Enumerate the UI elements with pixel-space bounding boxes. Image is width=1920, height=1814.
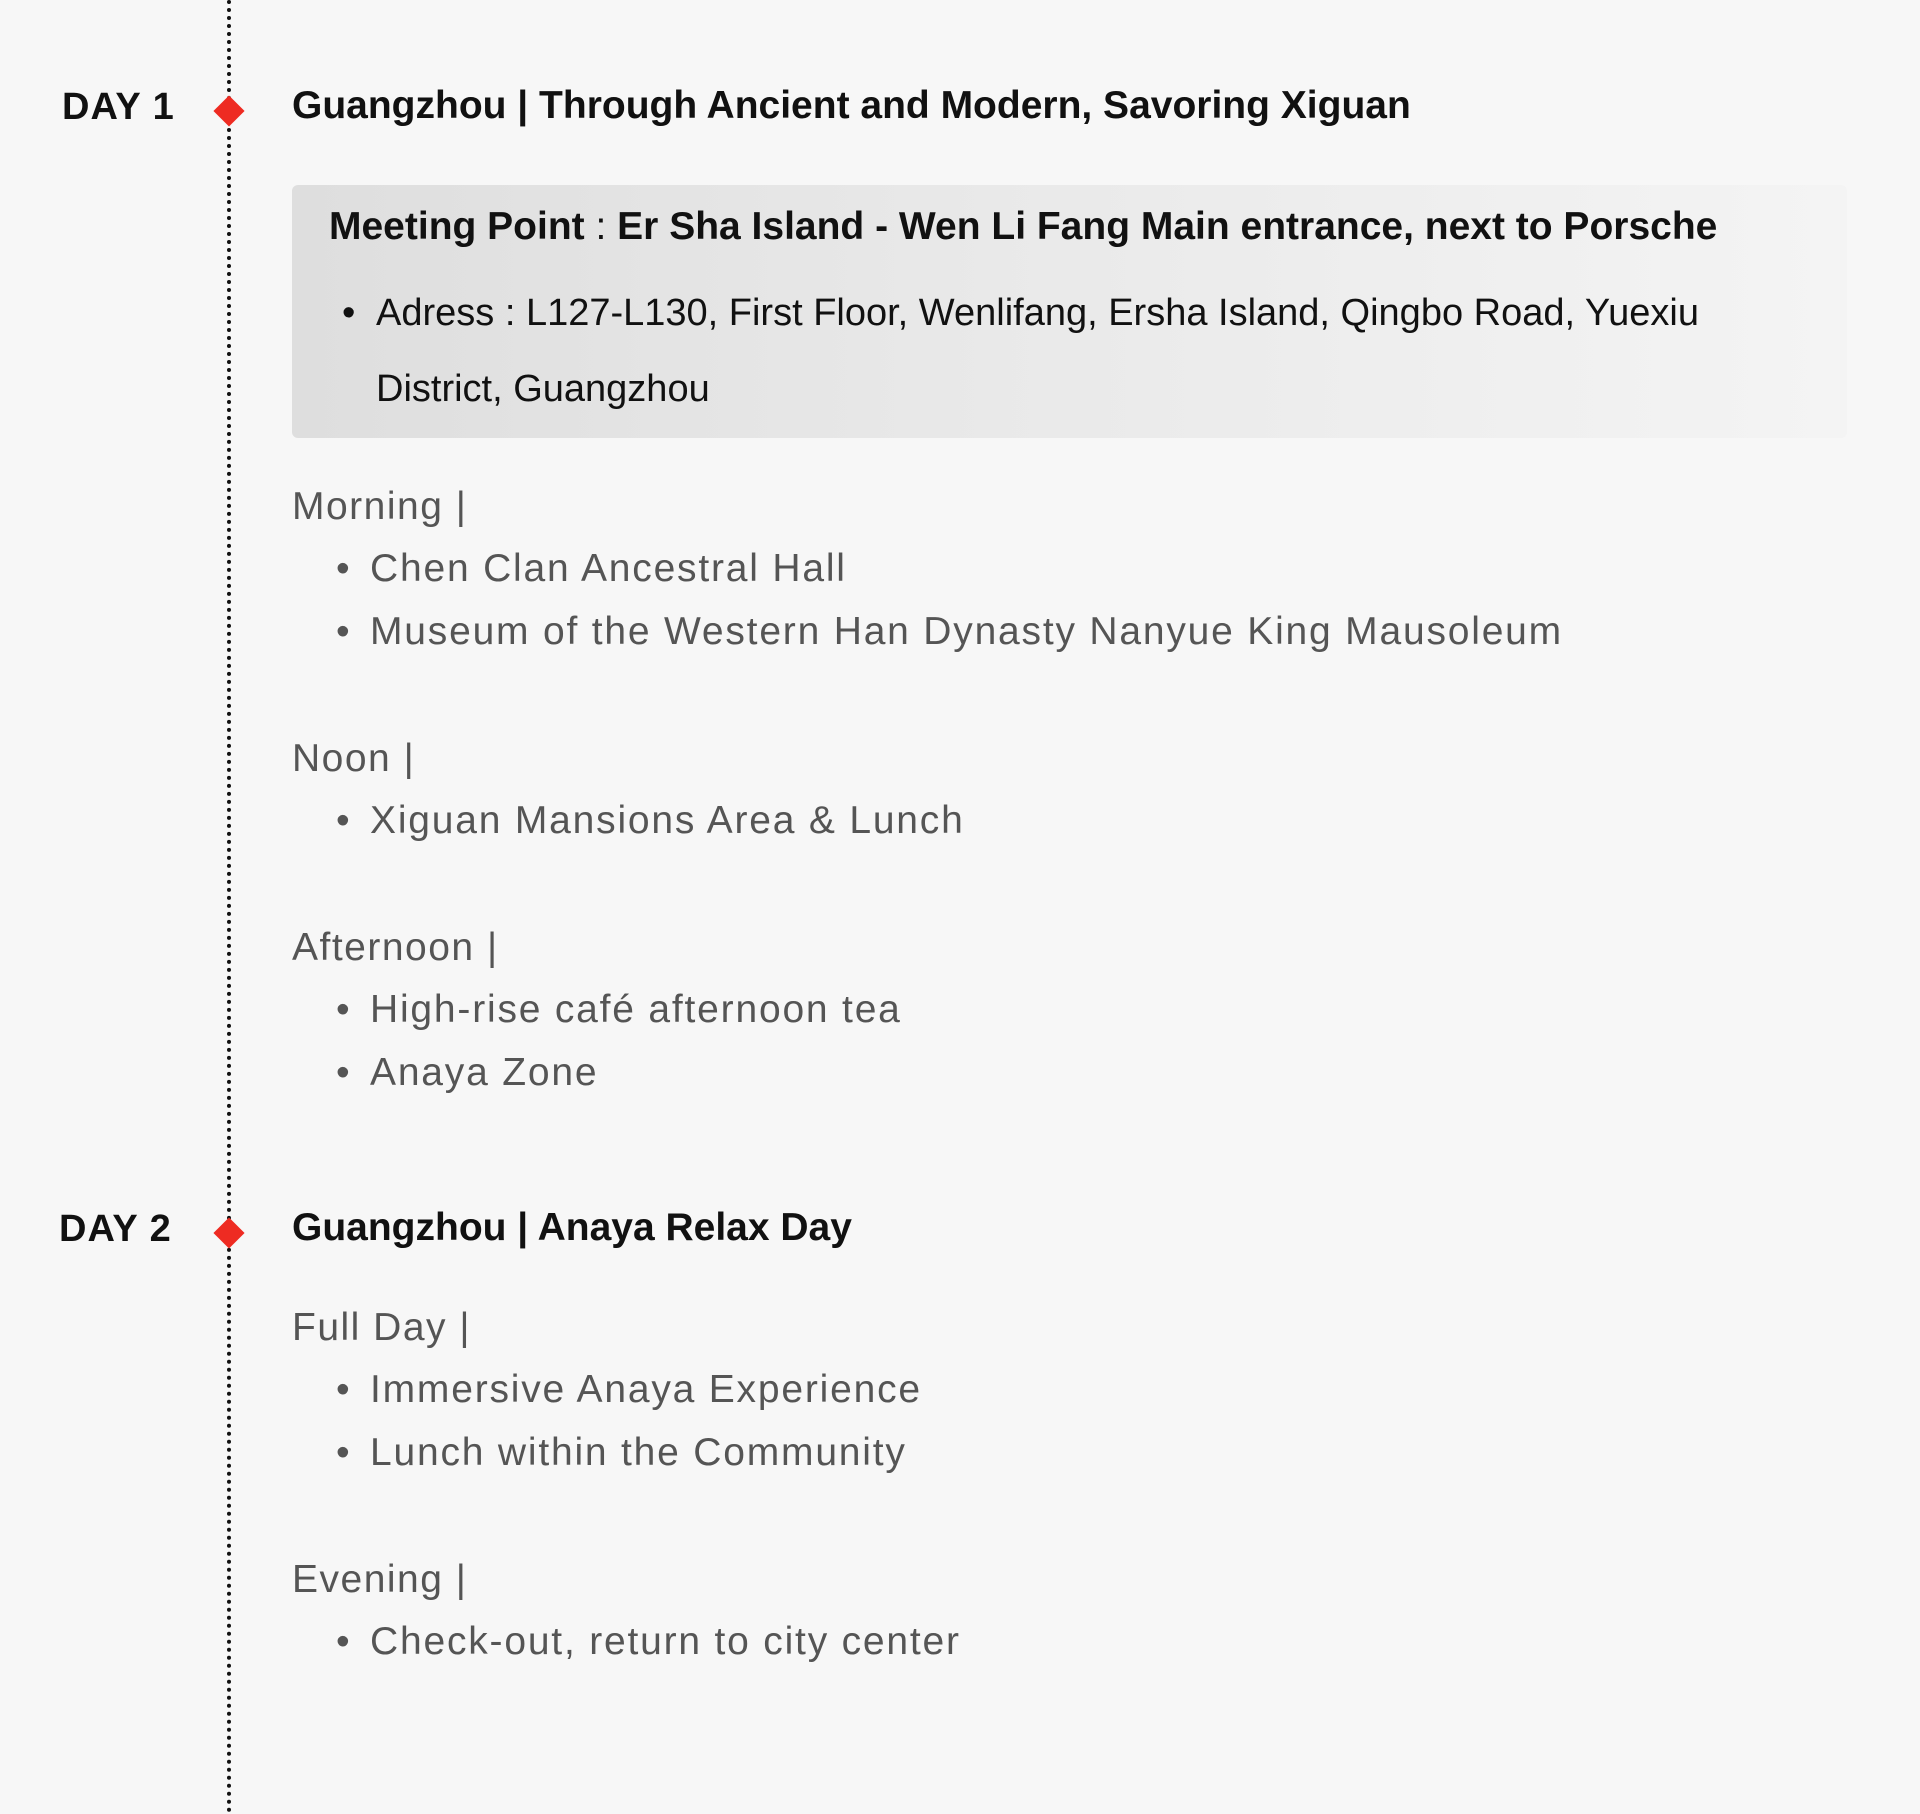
list-item: • Immersive Anaya Experience <box>370 1368 922 1412</box>
list-item: • Check-out, return to city center <box>370 1620 961 1664</box>
day-2-label: DAY 2 <box>59 1208 172 1250</box>
day-2-marker-icon <box>213 1217 244 1248</box>
period-full-day-label: Full Day | <box>292 1306 471 1349</box>
meeting-point-box <box>292 185 1847 438</box>
list-item: • Anaya Zone <box>370 1051 598 1095</box>
period-afternoon-label: Afternoon | <box>292 926 499 969</box>
period-noon-label: Noon | <box>292 737 416 780</box>
day-1-label: DAY 1 <box>62 86 175 128</box>
list-item: • Lunch within the Community <box>370 1431 907 1475</box>
day-2-title: Guangzhou | Anaya Relax Day <box>292 1206 852 1249</box>
list-item: • Xiguan Mansions Area & Lunch <box>370 799 965 843</box>
meeting-point-label: Meeting Point <box>329 205 585 248</box>
meeting-point-address-text: Adress : L127-L130, First Floor, Wenlifang, Ersha Island, Qingbo Road, Yuexiu District, Guangzhou <box>376 292 1700 410</box>
meeting-point-location: Er Sha Island - Wen Li Fang Main entrance, next to Porsche <box>617 205 1718 248</box>
timeline-line <box>227 0 231 1814</box>
day-1-title: Guangzhou | Through Ancient and Modern, Savoring Xiguan <box>292 84 1411 127</box>
list-item: • High-rise café afternoon tea <box>370 988 902 1032</box>
period-evening-label: Evening | <box>292 1558 468 1601</box>
meeting-point-address <box>342 275 1826 427</box>
day-1-marker-icon <box>213 95 244 126</box>
meeting-point-separator: : <box>584 205 618 248</box>
bullet-icon: • <box>342 292 356 334</box>
meeting-point-heading <box>329 205 1717 249</box>
period-morning-label: Morning | <box>292 485 468 528</box>
list-item: • Museum of the Western Han Dynasty Nanyue King Mausoleum <box>370 610 1563 654</box>
list-item: • Chen Clan Ancestral Hall <box>370 547 847 591</box>
